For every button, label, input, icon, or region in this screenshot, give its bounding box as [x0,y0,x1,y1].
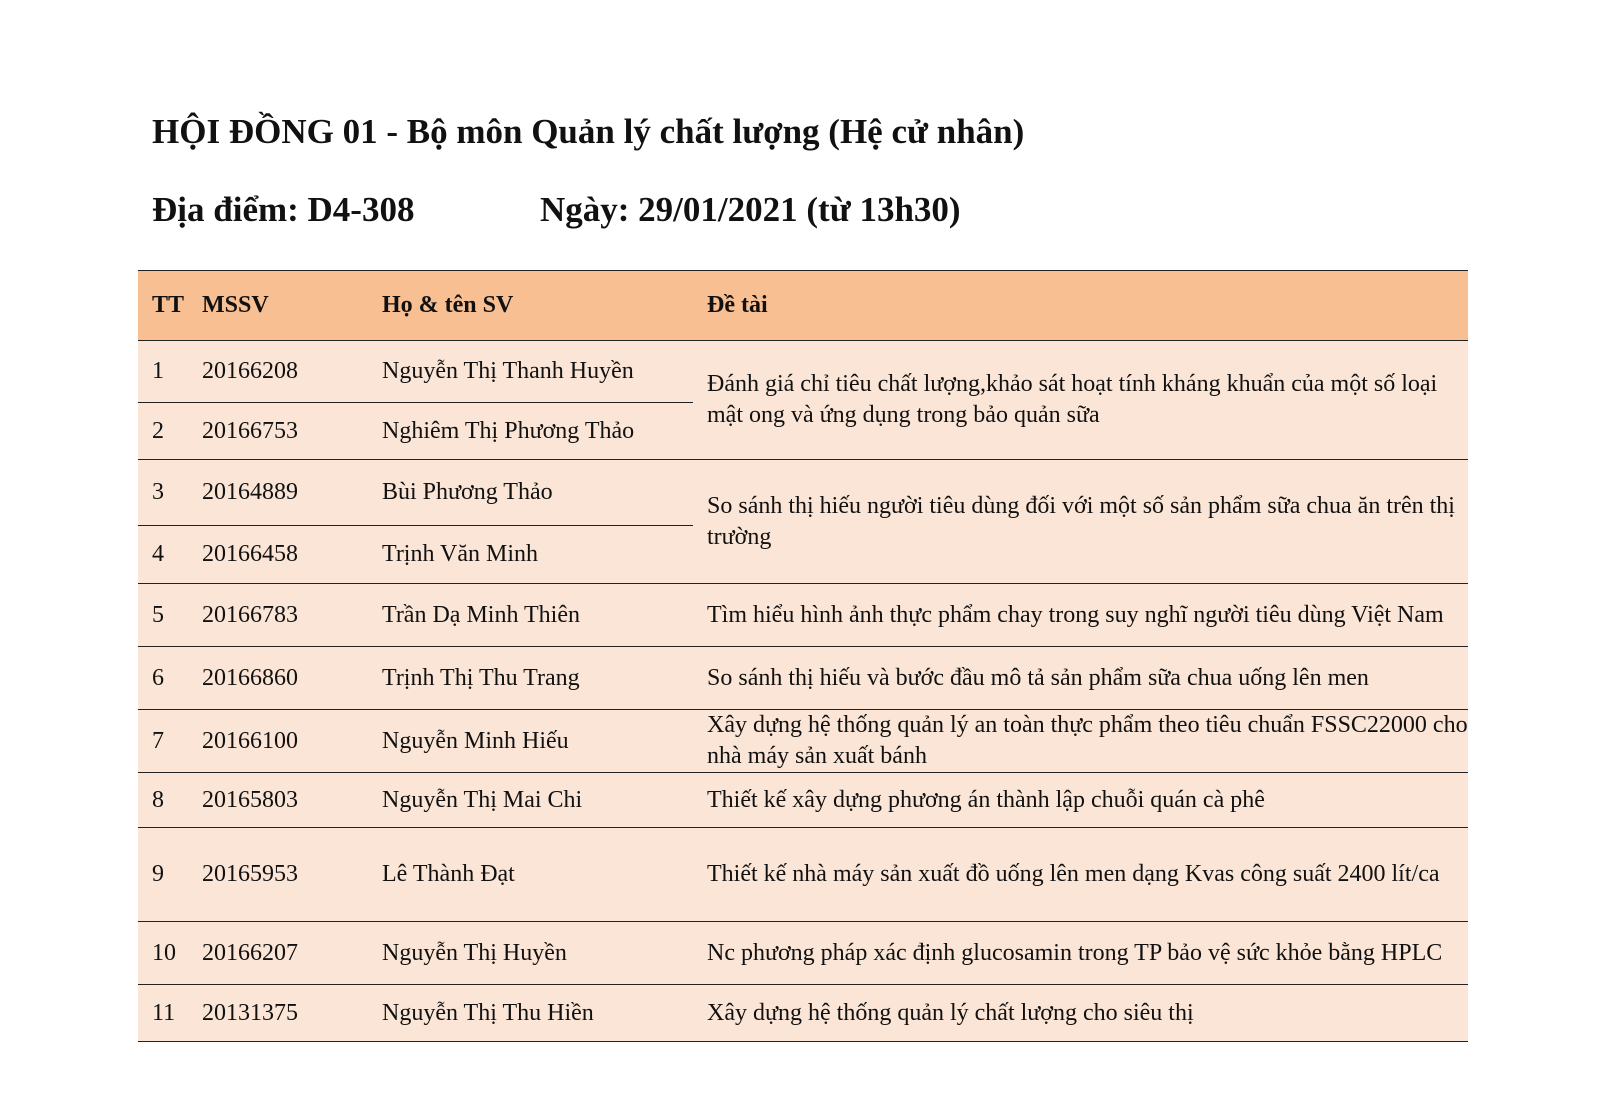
table-row [138,985,1468,1042]
thesis-topic: Nc phương pháp xác định glucosamin trong TP bảo vệ sức khỏe bằng HPLC [693,922,1468,985]
date-label: Ngày: 29/01/2021 (từ 13h30) [540,190,961,229]
student-name: Nguyễn Thị Mai Chi [368,773,693,828]
student-name: Nguyễn Thị Thanh Huyền [368,341,693,403]
table-row [138,584,1468,647]
thesis-topic: Xây dựng hệ thống quản lý chất lượng cho siêu thị [693,985,1468,1042]
student-name: Lê Thành Đạt [368,828,693,922]
column-header-tt: TT [138,271,188,341]
row-number: 5 [138,584,188,647]
student-name: Nguyễn Thị Thu Hiền [368,985,693,1042]
table-row [138,710,1468,773]
table-row [138,773,1468,828]
row-number: 7 [138,710,188,773]
table-row [138,341,1468,403]
table-row [138,460,1468,526]
column-header-topic: Đề tài [693,271,1468,341]
student-id: 20166100 [188,710,368,773]
row-number: 6 [138,647,188,710]
column-header-name: Họ & tên SV [368,271,693,341]
thesis-topic: Đánh giá chỉ tiêu chất lượng,khảo sát hoạt tính kháng khuẩn của một số loại mật ong và ứng dụng trong bảo quản sữa [693,341,1468,460]
table-header-row [138,271,1468,341]
table-row [138,647,1468,710]
thesis-topic: Thiết kế xây dựng phương án thành lập chuỗi quán cà phê [693,773,1468,828]
council-title: HỘI ĐỒNG 01 - Bộ môn Quản lý chất lượng (Hệ cử nhân) [152,112,1025,151]
student-id: 20165953 [188,828,368,922]
student-name: Bùi Phương Thảo [368,460,693,526]
student-name: Trịnh Văn Minh [368,526,693,584]
student-name: Nguyễn Minh Hiếu [368,710,693,773]
student-id: 20166753 [188,403,368,460]
student-name: Trần Dạ Minh Thiên [368,584,693,647]
student-id: 20165803 [188,773,368,828]
row-number: 3 [138,460,188,526]
row-number: 2 [138,403,188,460]
student-name: Nghiêm Thị Phương Thảo [368,403,693,460]
student-id: 20166860 [188,647,368,710]
row-number: 9 [138,828,188,922]
row-number: 8 [138,773,188,828]
student-id: 20166458 [188,526,368,584]
table-row [138,922,1468,985]
table-row [138,828,1468,922]
row-number: 11 [138,985,188,1042]
row-number: 10 [138,922,188,985]
student-name: Nguyễn Thị Huyền [368,922,693,985]
student-roster-table [138,270,1468,1042]
thesis-topic: Xây dựng hệ thống quản lý an toàn thực phẩm theo tiêu chuẩn FSSC22000 cho nhà máy sản xuất bánh [693,710,1468,773]
student-id: 20166783 [188,584,368,647]
student-id: 20131375 [188,985,368,1042]
thesis-topic: So sánh thị hiếu người tiêu dùng đối với một số sản phẩm sữa chua ăn trên thị trường [693,460,1468,584]
student-id: 20164889 [188,460,368,526]
thesis-topic: Tìm hiểu hình ảnh thực phẩm chay trong suy nghĩ người tiêu dùng Việt Nam [693,584,1468,647]
column-header-mssv: MSSV [188,271,368,341]
row-number: 4 [138,526,188,584]
student-id: 20166208 [188,341,368,403]
row-number: 1 [138,341,188,403]
student-name: Trịnh Thị Thu Trang [368,647,693,710]
thesis-topic: So sánh thị hiếu và bước đầu mô tả sản phẩm sữa chua uống lên men [693,647,1468,710]
location-label: Địa điểm: D4-308 [152,190,415,229]
thesis-topic: Thiết kế nhà máy sản xuất đồ uống lên men dạng Kvas công suất 2400 lít/ca [693,828,1468,922]
student-id: 20166207 [188,922,368,985]
